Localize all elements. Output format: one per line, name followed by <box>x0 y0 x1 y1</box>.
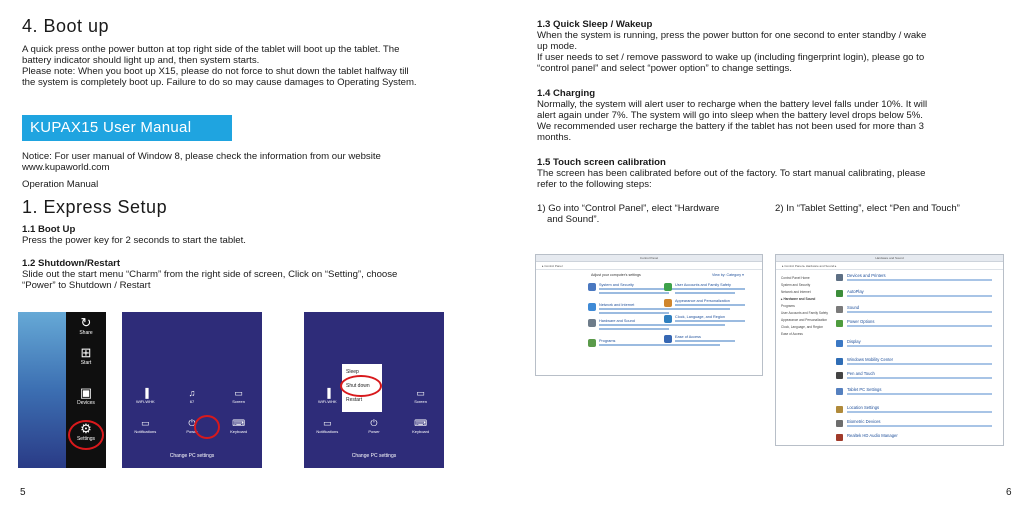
notifications-tile[interactable]: ▭ Notifications <box>128 418 162 434</box>
section-title: 1.3 Quick Sleep / Wakeup <box>537 19 653 30</box>
charm-settings[interactable]: ⚙ Settings <box>66 422 106 442</box>
section-boot-up <box>22 224 492 246</box>
power-icon: ⏻ <box>370 418 378 428</box>
pen-icon <box>836 372 843 379</box>
website-link[interactable]: www.kupaworld.com <box>22 162 110 173</box>
text-line: Normally, the system will alert user to recharge when the battery level falls under 10%. It will <box>537 99 928 110</box>
text-line: Notice: For user manual of Window 8, please check the information from our website <box>22 151 381 162</box>
keyboard-icon: ⌨ <box>232 418 246 428</box>
audio-manager-icon <box>836 434 843 441</box>
window-title: Control Panel <box>536 255 762 262</box>
text-line: “control panel” and select “power option” to change settings. <box>537 63 792 74</box>
battery-icon <box>836 320 843 327</box>
category-programs[interactable]: Programs <box>588 339 683 353</box>
page-number: 6 <box>1006 487 1012 498</box>
nav-link[interactable]: User Accounts and Family Safety <box>781 311 828 315</box>
programs-icon <box>588 339 596 347</box>
globe-icon <box>588 303 596 311</box>
shutdown-option[interactable]: Shut down <box>346 383 370 389</box>
autoplay-icon <box>836 290 843 297</box>
devices-icon: ▣ <box>79 385 93 400</box>
screen-tile[interactable]: ▭ Screen <box>222 388 256 404</box>
section-text: Press the power key for 2 seconds to start the tablet. <box>22 235 246 246</box>
wifi-tile[interactable]: ▐ WiFi-WHK <box>128 388 162 404</box>
gear-icon: ⚙ <box>80 421 92 436</box>
settings-panel-screenshot <box>122 312 262 468</box>
text-line: “Power” to Shutdown / Restart <box>22 280 151 291</box>
share-icon: ↻ <box>80 315 92 330</box>
item-power-options[interactable]: Power Options <box>836 319 1001 334</box>
nav-link[interactable]: System and Security <box>781 283 811 287</box>
users-icon <box>664 283 672 291</box>
manual-title-banner: KUPAX15 User Manual <box>22 115 232 141</box>
keyboard-icon: ⌨ <box>414 418 428 428</box>
change-pc-settings-link[interactable]: Change PC settings <box>169 453 215 459</box>
text-line: We recommended user recharge the battery if the tablet has not been used for more than 3 <box>537 121 924 132</box>
view-by-select[interactable]: View by: Category ▾ <box>712 273 744 277</box>
section-charging <box>537 88 997 143</box>
screen-icon: ▭ <box>234 388 243 398</box>
hardware-sound-screenshot <box>775 254 1004 446</box>
power-menu-screenshot <box>304 312 444 468</box>
step-two <box>775 203 1005 214</box>
charms-screenshot <box>18 312 106 468</box>
charm-devices[interactable]: ▣ Devices <box>66 386 106 406</box>
fingerprint-icon <box>836 420 843 427</box>
address-bar[interactable]: ▸ Control Panel ▸ Hardware and Sound ▸ <box>776 262 1003 270</box>
item-sound[interactable]: Sound <box>836 305 1001 320</box>
operation-manual-label: Operation Manual <box>22 179 99 190</box>
category-appearance[interactable]: Appearance and Personalization <box>664 299 759 313</box>
boot-up-paragraph <box>22 44 492 88</box>
wifi-tile[interactable]: ▐ WiFi-WHK <box>310 388 344 404</box>
text-line: up mode. <box>537 41 578 52</box>
nav-link[interactable]: ▸ Hardware and Sound <box>781 297 816 301</box>
text-line: The screen has been calibrated before out of the factory. To start manual calibrating, please <box>537 168 926 179</box>
nav-link[interactable]: Clock, Language, and Region <box>781 325 823 329</box>
item-tablet-pc-settings[interactable]: Tablet PC Settings <box>836 387 1001 402</box>
text-line: If user needs to set / remove password to wake up (including fingerprint login), please go to <box>537 52 925 63</box>
section-title: 1.2 Shutdown/Restart <box>22 258 121 269</box>
mobility-icon <box>836 358 843 365</box>
item-mobility-center[interactable]: Windows Mobility Center <box>836 357 1001 372</box>
notifications-tile[interactable]: ▭ Notifications <box>310 418 344 434</box>
volume-tile[interactable]: ♫ 67 <box>175 388 209 404</box>
panel-heading: Adjust your computer's settings <box>591 273 641 277</box>
item-pen-touch[interactable]: Pen and Touch <box>836 371 1001 386</box>
speaker-icon <box>836 306 843 313</box>
printer-icon <box>836 274 843 281</box>
shield-icon <box>588 283 596 291</box>
item-devices-printers[interactable]: Devices and Printers <box>836 273 1001 288</box>
screen-tile[interactable]: ▭ Screen <box>404 388 438 404</box>
text-line: A quick press onthe power button at top right side of the tablet will boot up the tablet. The <box>22 44 400 55</box>
wifi-icon: ▐ <box>324 388 331 398</box>
notifications-icon: ▭ <box>141 418 150 428</box>
text-line: alert again under 7%. The system will go into sleep when the battery level drops below 5%. <box>537 110 923 121</box>
highlight-circle <box>340 375 382 397</box>
category-network[interactable]: Network and Internet <box>588 303 683 317</box>
charm-start[interactable]: ⊞ Start <box>66 346 106 366</box>
power-tile[interactable]: ⏻ Power <box>175 418 209 434</box>
item-location-settings[interactable]: Location Settings <box>836 405 1001 420</box>
text-line: When the system is running, press the power button for one second to enter standby / wake <box>537 30 927 41</box>
change-pc-settings-link[interactable]: Change PC settings <box>351 453 397 459</box>
screen-icon: ▭ <box>416 388 425 398</box>
power-icon: ⏻ <box>188 418 196 428</box>
window-title: Hardware and Sound <box>776 255 1003 262</box>
address-bar[interactable]: ▸ Control Panel <box>536 262 762 270</box>
location-icon <box>836 406 843 413</box>
category-system-security[interactable]: System and Security <box>588 283 683 297</box>
wifi-icon: ▐ <box>142 388 149 398</box>
nav-column <box>781 275 833 338</box>
boot-up-heading: 4. Boot up <box>22 16 110 36</box>
text-line: and Sound”. <box>547 214 600 225</box>
text-line: Please note: When you boot up X15, please do not force to shut down the tablet halfway till <box>22 66 409 77</box>
category-hardware-sound[interactable]: Hardware and Sound <box>588 319 683 333</box>
nav-link[interactable]: Network and Internet <box>781 290 811 294</box>
keyboard-tile[interactable]: ⌨ Keyboard <box>222 418 256 434</box>
step-one <box>537 203 767 225</box>
text-line: 2) In “Tablet Setting”, elect “Pen and Touch” <box>775 203 960 214</box>
keyboard-tile[interactable]: ⌨ Keyboard <box>404 418 438 434</box>
text-line: Slide out the start menu “Charm” from the right side of screen, Click on “Setting”, choose <box>22 269 398 280</box>
page-number: 5 <box>20 487 26 498</box>
text-line: months. <box>537 132 572 143</box>
section-title: 1.5 Touch screen calibration <box>537 157 666 168</box>
section-shutdown <box>22 258 492 291</box>
nav-link[interactable]: Programs <box>781 304 795 308</box>
printer-icon <box>588 319 596 327</box>
nav-link[interactable]: Control Panel Home <box>781 276 810 280</box>
item-display[interactable]: Display <box>836 339 1001 354</box>
text-line: battery indicator should light up and, then system starts. <box>22 55 260 66</box>
volume-icon: ♫ <box>188 388 196 398</box>
notifications-icon: ▭ <box>323 418 332 428</box>
highlight-circle <box>194 415 220 439</box>
category-clock-region[interactable]: Clock, Language, and Region <box>664 315 759 329</box>
sleep-option[interactable]: Sleep <box>346 369 359 375</box>
section-title: 1.1 Boot Up <box>22 224 76 235</box>
express-setup-heading: 1. Express Setup <box>22 197 168 217</box>
desktop-background <box>18 312 66 468</box>
tablet-icon <box>836 388 843 395</box>
accessibility-icon <box>664 335 672 343</box>
restart-option[interactable]: Restart <box>346 397 363 403</box>
nav-link[interactable]: Appearance and Personalization <box>781 318 828 322</box>
display-icon <box>836 340 843 347</box>
power-tile[interactable]: ⏻ Power <box>357 418 391 434</box>
notice-paragraph <box>22 151 492 173</box>
text-line: refer to the following steps: <box>537 179 652 190</box>
item-biometric-devices[interactable]: Biometric Devices <box>836 419 1001 434</box>
charm-share[interactable]: ↻ Share <box>66 316 106 336</box>
control-panel-screenshot <box>535 254 763 376</box>
section-title: 1.4 Charging <box>537 88 596 99</box>
text-line: 1) Go into “Control Panel”, elect “Hardware <box>537 203 720 214</box>
category-user-accounts[interactable]: User Accounts and Family Safety <box>664 283 759 297</box>
section-calibration <box>537 157 997 190</box>
nav-link[interactable]: Ease of Access <box>781 332 803 336</box>
highlight-circle <box>68 420 104 450</box>
category-ease-of-access[interactable]: Ease of Access <box>664 335 759 349</box>
text-line: the system is completely boot up. Failure to do so may cause damages to Operating System. <box>22 77 417 88</box>
windows-icon: ⊞ <box>80 345 92 360</box>
appearance-icon <box>664 299 672 307</box>
item-autoplay[interactable]: AutoPlay <box>836 289 1001 304</box>
item-realtek-audio[interactable]: Realtek HD Audio Manager <box>836 433 1001 446</box>
section-quick-sleep <box>537 19 997 74</box>
clock-icon <box>664 315 672 323</box>
